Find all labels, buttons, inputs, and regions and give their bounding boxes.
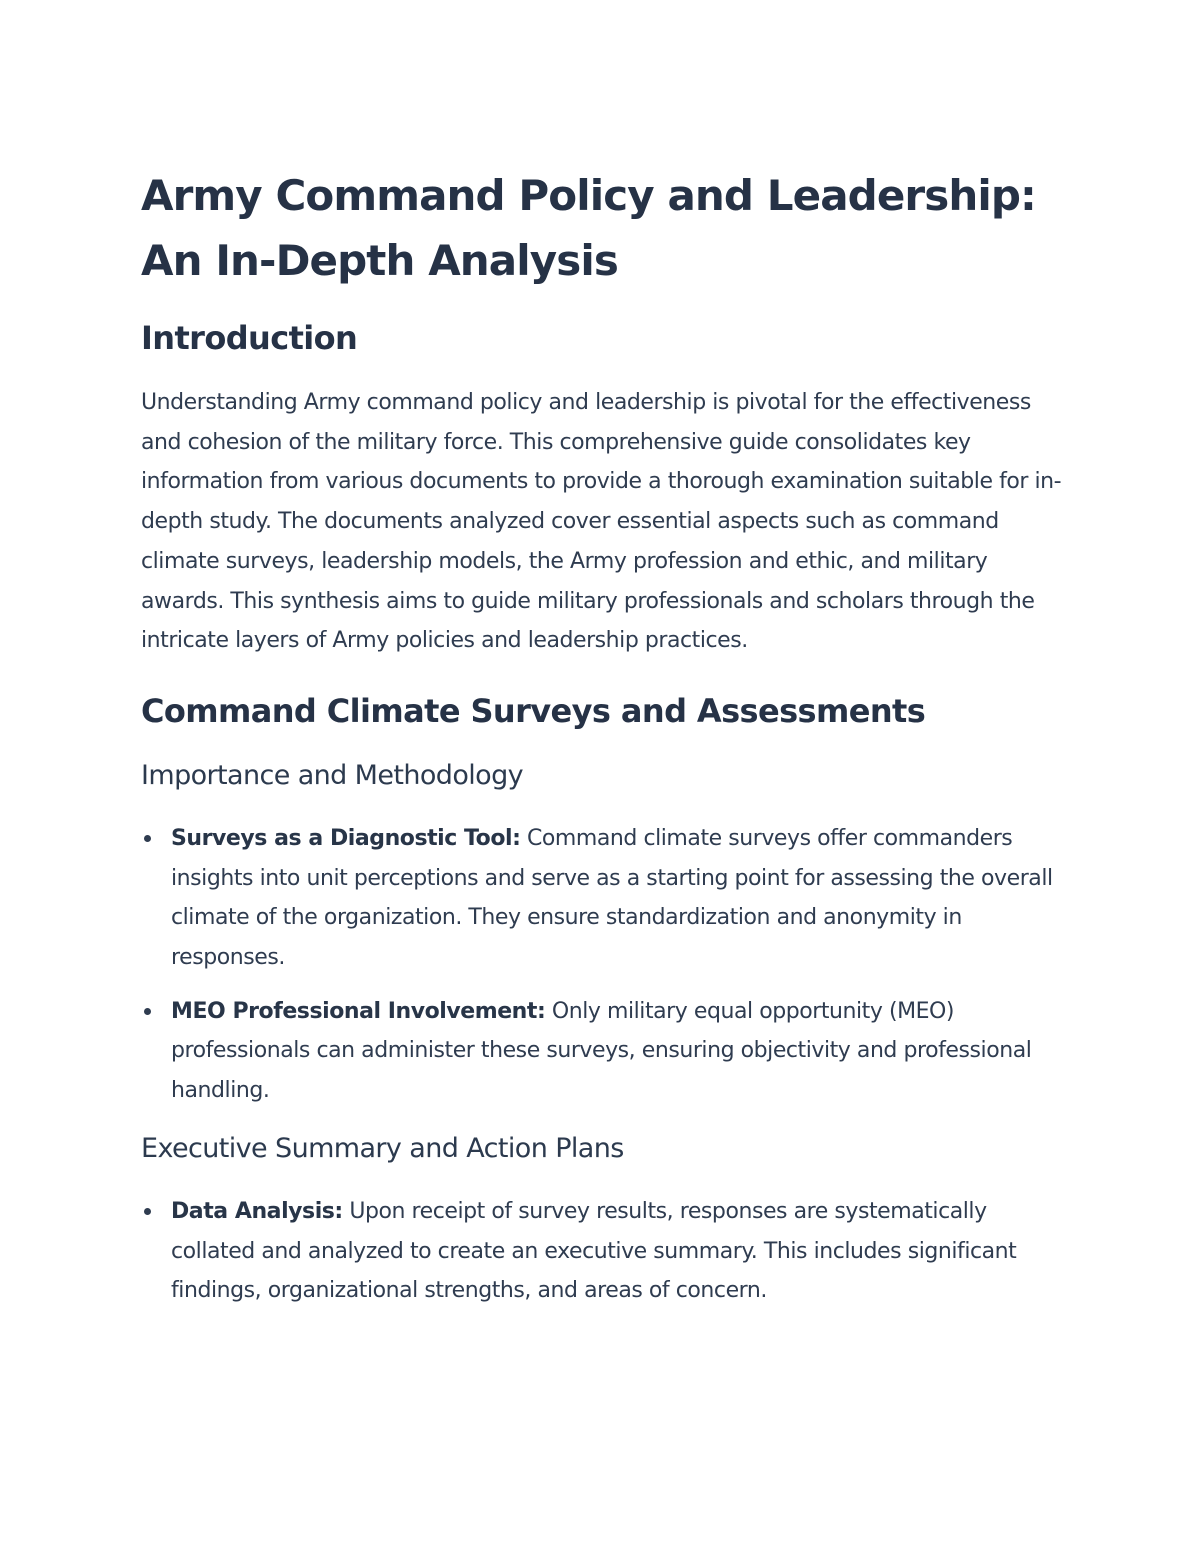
list-item-term: Data Analysis: bbox=[171, 1198, 343, 1224]
list-item-term: Surveys as a Diagnostic Tool: bbox=[171, 825, 521, 851]
subsection-heading-importance: Importance and Methodology bbox=[141, 759, 524, 791]
list-item bbox=[141, 1192, 1071, 1311]
subsection-heading-executive-summary: Executive Summary and Action Plans bbox=[141, 1132, 624, 1164]
bullet-list-executive-summary bbox=[141, 1192, 1071, 1311]
document-title-line-1: Army Command Policy and Leadership: bbox=[141, 171, 1036, 220]
list-item-term: MEO Professional Involvement: bbox=[171, 998, 546, 1024]
bullet-icon bbox=[144, 1008, 151, 1015]
bullet-icon bbox=[144, 1208, 151, 1215]
bullet-icon bbox=[144, 835, 151, 842]
bullet-list-importance bbox=[141, 819, 1071, 1111]
list-item-text: Only military equal opportunity (MEO) professionals can administer these surveys, ensuring objectivity and professional handling. bbox=[171, 998, 1032, 1104]
introduction-heading: Introduction bbox=[141, 319, 358, 357]
list-item bbox=[141, 992, 1071, 1111]
document-title bbox=[141, 163, 1071, 293]
document-page bbox=[141, 163, 1071, 1325]
section-heading-command-climate: Command Climate Surveys and Assessments bbox=[141, 691, 926, 730]
list-item-text: Command climate surveys offer commanders insights into unit perceptions and serve as a starting point for assessing the overall climate of the organization. They ensure standardization and anonymity in responses. bbox=[171, 825, 1053, 971]
introduction-paragraph: Understanding Army command policy and leadership is pivotal for the effectiveness and cohesion of the military force. This comprehensive guide consolidates key information from various documents to provide a thorough examination suitable for in-depth study. The documents analyzed cover essential aspects such as command climate surveys, leadership models, the Army profession and ethic, and military awards. This synthesis aims to guide military professionals and scholars through the intricate layers of Army policies and leadership practices. bbox=[141, 390, 1062, 654]
list-item-text: Upon receipt of survey results, responses are systematically collated and analyzed to create an executive summary. This includes significant findings, organizational strengths, and areas of concern. bbox=[171, 1198, 1017, 1304]
document-title-line-2: An In-Depth Analysis bbox=[141, 236, 618, 285]
list-item bbox=[141, 819, 1071, 978]
